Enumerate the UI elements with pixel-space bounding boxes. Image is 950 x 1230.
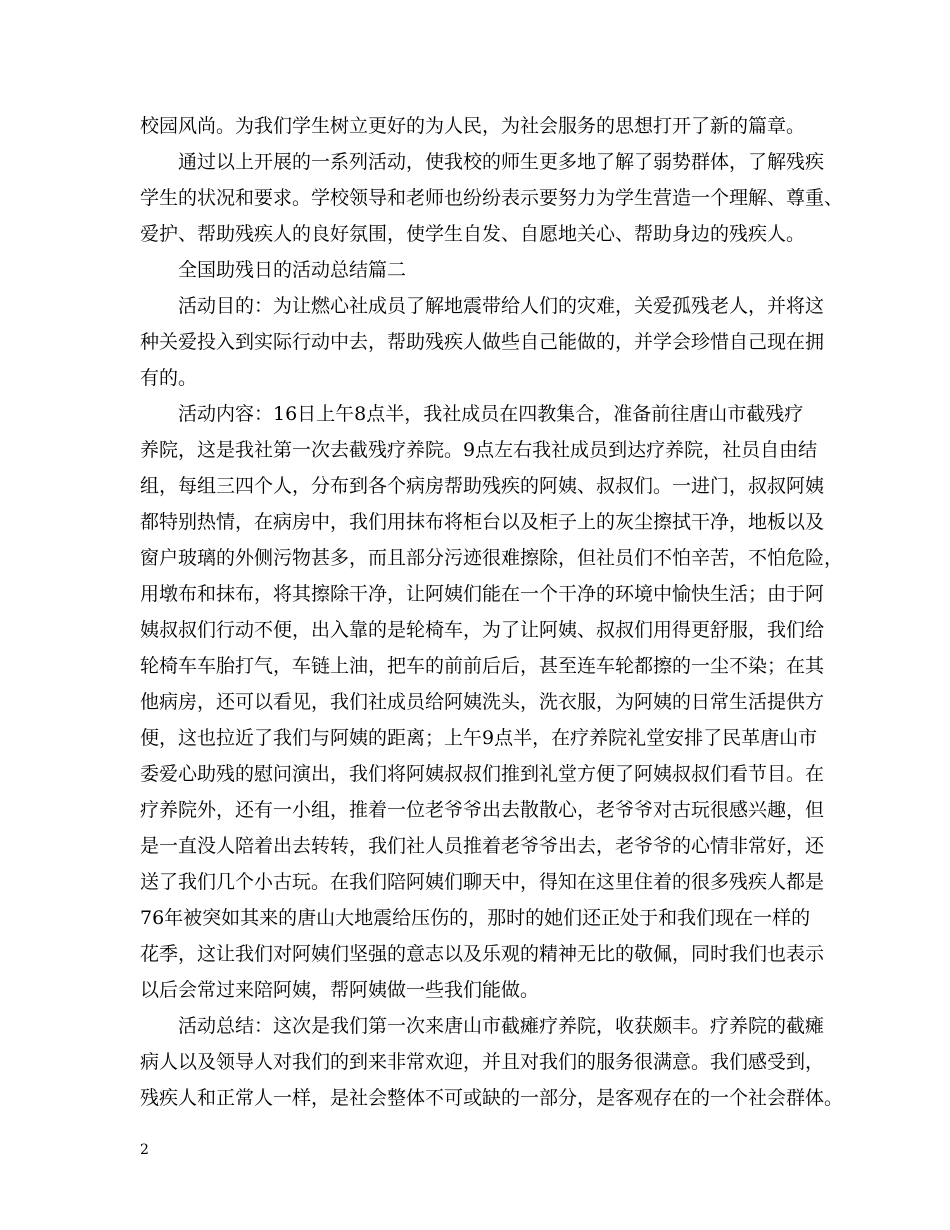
text-line: 76年被突如其来的唐山大地震给压伤的，那时的她们还正处于和我们现在一样的	[140, 907, 811, 929]
text-line: 种关爱投入到实际行动中去，帮助残疾人做些自己能做的，并学会珍惜自己现在拥	[140, 331, 825, 353]
text-line: 用墩布和抹布，将其擦除干净，让阿姨们能在一个干净的环境中愉快生活；由于阿	[140, 583, 825, 605]
text-line: 组，每组三四个人，分布到各个病房帮助残疾的阿姨、叔叔们。一进门，叔叔阿姨	[140, 475, 825, 497]
section-heading: 全国助残日的活动总结篇二	[178, 259, 407, 281]
text-line: 是一直没人陪着出去转转，我们社人员推着老爷爷出去，老爷爷的心情非常好，还	[140, 835, 825, 857]
text-line: 校园风尚。为我们学生树立更好的为人民，为社会服务的思想打开了新的篇章。	[140, 115, 806, 137]
text-line: 委爱心助残的慰问演出，我们将阿姨叔叔们推到礼堂方便了阿姨叔叔们看节目。在	[140, 763, 825, 785]
text-line: 便，这也拉近了我们与阿姨的距离；上午9点半，在疗养院礼堂安排了民革唐山市	[140, 727, 818, 749]
text-line: 以后会常过来陪阿姨，帮阿姨做一些我们能做。	[140, 979, 540, 1001]
text-line: 活动内容：16日上午8点半，我社成员在四教集合，准备前往唐山市截残疗	[178, 403, 804, 425]
text-line: 爱护、帮助残疾人的良好氛围，使学生自发、自愿地关心、帮助身边的残疾人。	[140, 223, 806, 245]
text-line: 病人以及领导人对我们的到来非常欢迎，并且对我们的服务很满意。我们感受到，	[140, 1051, 825, 1073]
text-line: 活动目的：为让燃心社成员了解地震带给人们的灾难，关爱孤残老人，并将这	[178, 295, 825, 317]
page-number: 2	[140, 1142, 149, 1158]
text-line: 花季，这让我们对阿姨们坚强的意志以及乐观的精神无比的敬佩，同时我们也表示	[140, 943, 825, 965]
text-line: 姨叔叔们行动不便，出入靠的是轮椅车，为了让阿姨、叔叔们用得更舒服，我们给	[140, 619, 825, 641]
text-line: 养院，这是我社第一次去截残疗养院。9点左右我社成员到达疗养院，社员自由结	[140, 439, 818, 461]
text-line: 残疾人和正常人一样，是社会整体不可或缺的一部分，是客观存在的一个社会群体。	[140, 1087, 844, 1109]
text-line: 都特别热情，在病房中，我们用抹布将柜台以及柜子上的灰尘擦拭干净，地板以及	[140, 511, 825, 533]
text-line: 轮椅车车胎打气，车链上油，把车的前前后后，甚至连车轮都擦的一尘不染；在其	[140, 655, 825, 677]
text-line: 通过以上开展的一系列活动，使我校的师生更多地了解了弱势群体，了解残疾	[178, 151, 825, 173]
text-line: 学生的状况和要求。学校领导和老师也纷纷表示要努力为学生营造一个理解、尊重、	[140, 187, 844, 209]
text-line: 他病房，还可以看见，我们社成员给阿姨洗头，洗衣服，为阿姨的日常生活提供方	[140, 691, 825, 713]
text-line: 窗户玻璃的外侧污物甚多，而且部分污迹很难擦除，但社员们不怕辛苦，不怕危险，	[140, 547, 844, 569]
text-line: 活动总结：这次是我们第一次来唐山市截瘫疗养院，收获颇丰。疗养院的截瘫	[178, 1015, 825, 1037]
text-line: 疗养院外，还有一小组，推着一位老爷爷出去散散心，老爷爷对古玩很感兴趣，但	[140, 799, 825, 821]
text-line: 有的。	[140, 367, 198, 389]
text-line: 送了我们几个小古玩。在我们陪阿姨们聊天中，得知在这里住着的很多残疾人都是	[140, 871, 825, 893]
